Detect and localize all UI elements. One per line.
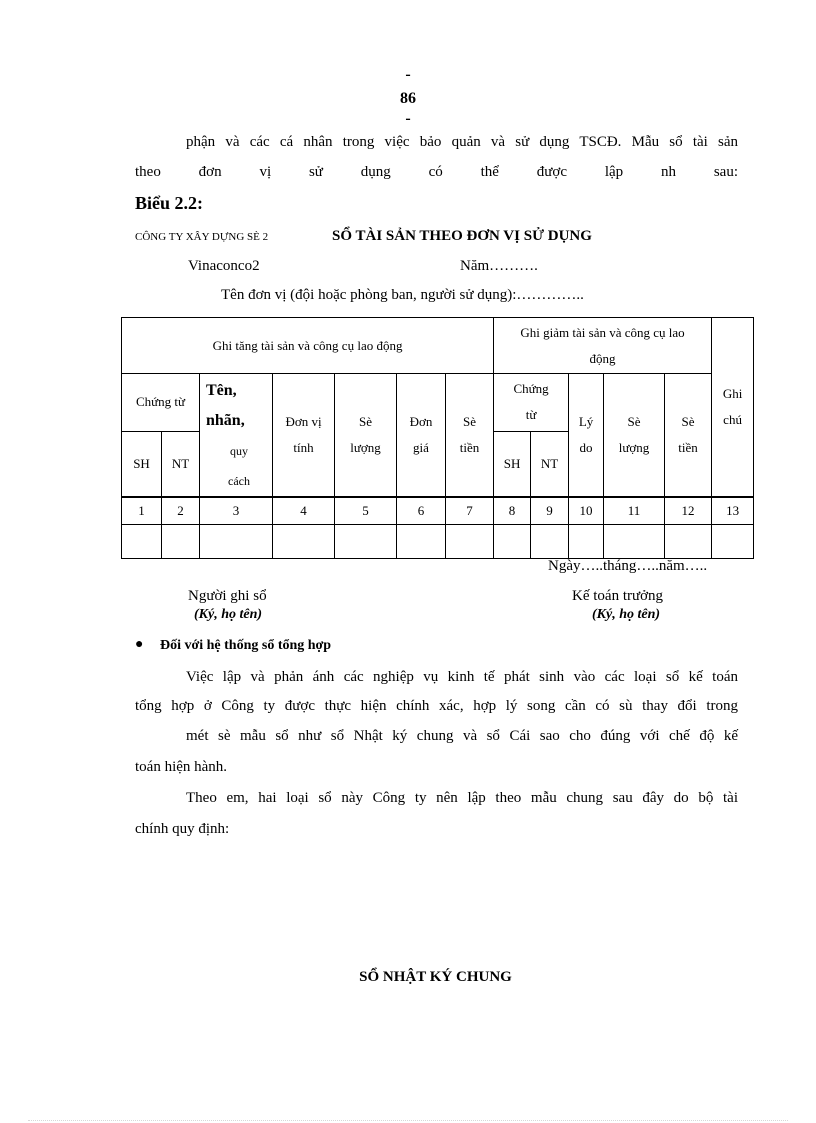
paragraph-2-line-2: chính quy định: bbox=[135, 821, 230, 837]
page-number: 86 bbox=[400, 90, 416, 107]
form-title: SỔ TÀI SẢN THEO ĐƠN VỊ SỬ DỤNG bbox=[332, 228, 592, 244]
increase-header: Ghi tăng tài sản và công cụ lao động bbox=[122, 318, 494, 374]
reason-header: Lý do bbox=[569, 374, 604, 498]
empty-cell bbox=[335, 525, 397, 559]
date-line: Ngày…..tháng…..năm….. bbox=[548, 558, 708, 574]
page-number-dash-top: - bbox=[405, 66, 411, 83]
signer-right: Kế toán trưởng bbox=[572, 588, 664, 604]
signer-left: Người ghi sổ bbox=[188, 588, 267, 604]
amount-header: Sè tiền bbox=[446, 374, 494, 498]
column-number: 8 bbox=[494, 497, 531, 525]
column-number: 11 bbox=[604, 497, 665, 525]
sh-header-2: SH bbox=[494, 431, 531, 497]
note-header: Ghi chú bbox=[712, 318, 754, 498]
empty-cell bbox=[273, 525, 335, 559]
column-number: 9 bbox=[531, 497, 569, 525]
journal-title: SỔ NHẬT KÝ CHUNG bbox=[359, 969, 512, 985]
page-number-dash-bottom: - bbox=[405, 110, 411, 127]
empty-cell bbox=[122, 525, 162, 559]
paragraph-1-line-4: toán hiện hành. bbox=[135, 759, 228, 775]
nt-header: NT bbox=[162, 431, 200, 497]
decrease-header: Ghi giảm tài sản và công cụ lao động bbox=[494, 318, 712, 374]
paragraph-1-line-1: Việc lập và phản ánh các nghiệp vụ kinh tế phát sinh vào các loại sổ kế toán bbox=[186, 669, 738, 685]
empty-cell bbox=[200, 525, 273, 559]
figure-heading: Biểu 2.2: bbox=[135, 193, 204, 213]
year-field: Năm………. bbox=[460, 258, 538, 274]
column-number: 7 bbox=[446, 497, 494, 525]
empty-cell bbox=[665, 525, 712, 559]
name-spec-bold: Tên, nhãn, bbox=[206, 382, 245, 429]
price-header: Đơn giá bbox=[397, 374, 446, 498]
empty-cell bbox=[494, 525, 531, 559]
column-number: 1 bbox=[122, 497, 162, 525]
signer-right-note: (Ký, họ tên) bbox=[592, 607, 661, 622]
quantity-header: Sè lượng bbox=[335, 374, 397, 498]
paragraph-1-line-3: mét sè mẫu sổ như sổ Nhật ký chung và sổ Cái sao cho đúng với chế độ kế bbox=[186, 728, 738, 744]
voucher-header-2: Chứng từ bbox=[494, 374, 569, 432]
sh-header: SH bbox=[122, 431, 162, 497]
name-spec-header bbox=[200, 374, 273, 498]
quantity-header-2: Sè lượng bbox=[604, 374, 665, 498]
empty-cell bbox=[604, 525, 665, 559]
signer-left-note: (Ký, họ tên) bbox=[194, 607, 263, 622]
column-number: 5 bbox=[335, 497, 397, 525]
empty-cell bbox=[569, 525, 604, 559]
bullet-icon: ● bbox=[135, 637, 144, 652]
paragraph-2-line-1: Theo em, hai loại sổ này Công ty nên lập theo mẫu chung sau đây do bộ tài bbox=[186, 790, 738, 806]
column-number: 3 bbox=[200, 497, 273, 525]
asset-register-table bbox=[121, 317, 754, 559]
column-number: 2 bbox=[162, 497, 200, 525]
company-name: CÔNG TY XÂY DỰNG SÈ 2 bbox=[135, 231, 269, 243]
column-number: 4 bbox=[273, 497, 335, 525]
unit-name-field: Tên đơn vị (đội hoặc phòng ban, người sử dụng):………….. bbox=[221, 287, 584, 303]
empty-cell bbox=[446, 525, 494, 559]
empty-cell bbox=[712, 525, 754, 559]
page-bottom-rule bbox=[28, 1120, 788, 1121]
intro-line-2: theo đơn vị sử dụng có thể được lập nh sau: bbox=[135, 164, 738, 180]
column-number: 12 bbox=[665, 497, 712, 525]
nt-header-2: NT bbox=[531, 431, 569, 497]
empty-cell bbox=[162, 525, 200, 559]
name-spec-rest: quy cách bbox=[228, 444, 250, 488]
column-number: 13 bbox=[712, 497, 754, 525]
column-number: 6 bbox=[397, 497, 446, 525]
intro-line-1: phận và các cá nhân trong việc bảo quản và sử dụng TSCĐ. Mẫu sổ tài sản bbox=[186, 134, 738, 150]
amount-header-2: Sè tiền bbox=[665, 374, 712, 498]
unit-header: Đơn vị tính bbox=[273, 374, 335, 498]
empty-cell bbox=[531, 525, 569, 559]
empty-cell bbox=[397, 525, 446, 559]
section-title: Đối với hệ thống sổ tổng hợp bbox=[160, 638, 332, 653]
table-row bbox=[122, 525, 754, 559]
paragraph-1-line-2: tổng hợp ở Công ty được thực hiện chính xác, hợp lý song cần có sù thay đổi trong bbox=[135, 698, 738, 714]
company-short-name: Vinaconco2 bbox=[188, 258, 260, 274]
column-number: 10 bbox=[569, 497, 604, 525]
voucher-header: Chứng từ bbox=[122, 374, 200, 432]
